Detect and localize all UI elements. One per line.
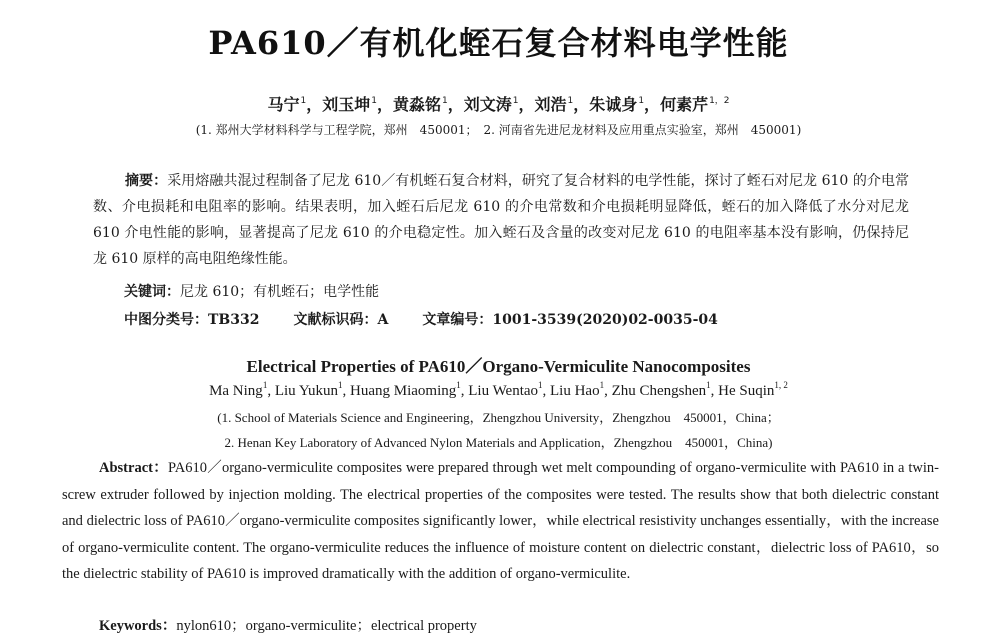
author-affiliation-mark: 1 xyxy=(300,96,307,106)
author-separator: ， xyxy=(447,95,464,114)
document-code-label: 文献标识码： xyxy=(293,312,378,328)
english-abstract-label: Abstract： xyxy=(99,460,168,476)
chinese-keywords-text: 尼龙 610；有机蛭石；电学性能 xyxy=(180,284,380,300)
author-affiliation-mark: 1 xyxy=(442,96,448,106)
author-affiliation-mark: 1，2 xyxy=(709,96,730,106)
author xyxy=(209,380,275,399)
english-affiliation-2: 2. Henan Key Laboratory of Advanced Nylon Materials and Application，Zhengzhou 450001，China) xyxy=(224,435,773,450)
english-keywords xyxy=(99,614,477,635)
author-affiliation-mark: 1 xyxy=(262,380,268,390)
author xyxy=(611,380,719,399)
author-separator: , xyxy=(542,383,551,399)
author-affiliation-mark: 1 xyxy=(706,380,711,390)
author-name: He Suqin xyxy=(718,383,775,399)
author-name: 刘浩 xyxy=(534,95,567,114)
author-separator: ， xyxy=(376,95,393,114)
english-author-list xyxy=(0,380,997,400)
author-affiliation-mark: 1 xyxy=(456,380,461,390)
chinese-affiliation: (1. 郑州大学材料科学与工程学院，郑州 450001； 2. 河南省先进尼龙材料及应用重点实验室，郑州 450001) xyxy=(195,123,802,137)
author-name: Huang Miaoming xyxy=(350,383,457,399)
author-affiliation-mark: 1, 2 xyxy=(774,380,788,390)
document-code-value: A xyxy=(377,312,389,328)
author-affiliation-mark: 1 xyxy=(638,96,645,106)
author-name: 马宁 xyxy=(267,95,300,114)
chinese-abstract-text: 采用熔融共混过程制备了尼龙 610／有机蛭石复合材料，研究了复合材料的电学性能，探讨了蛭石对尼龙 610 的介电常数、介电损耗和电阻率的影响。结果表明，加入蛭石后尼龙 610 的介电常数和介电损耗明显降低，蛭石的加入降低了水分对尼龙 610 介电性能的影响，显著提高了尼龙 610 的介电稳定性。加入蛭石及含量的改变对尼龙 610 的电阻率基本没有影响，仍保持尼龙 610 原样的高电阻绝缘性能。 xyxy=(93,173,910,267)
author xyxy=(660,95,729,114)
author xyxy=(589,95,660,114)
author-affiliation-mark: 1 xyxy=(538,380,543,390)
author-separator: ， xyxy=(644,95,661,114)
author xyxy=(718,380,788,399)
classification-line xyxy=(124,309,718,329)
author-name: Liu Wentao xyxy=(468,383,539,399)
english-keywords-label: Keywords： xyxy=(99,618,177,634)
author xyxy=(322,95,393,114)
author-affiliation-mark: 1 xyxy=(371,96,377,106)
author-separator: , xyxy=(710,383,719,399)
english-keywords-text: nylon610；organo-vermiculite；electrical property xyxy=(176,618,477,634)
author-name: 朱诚身 xyxy=(589,95,638,114)
author xyxy=(468,380,551,399)
author-separator: , xyxy=(342,383,351,399)
author xyxy=(267,95,322,114)
author-separator: , xyxy=(267,383,275,399)
author-separator: ， xyxy=(573,95,590,114)
author xyxy=(274,380,351,399)
english-abstract xyxy=(62,455,939,588)
chinese-abstract xyxy=(93,168,909,272)
author xyxy=(535,95,590,114)
author-separator: ， xyxy=(518,95,535,114)
author-affiliation-mark: 1 xyxy=(338,380,343,390)
chinese-abstract-label: 摘要： xyxy=(125,173,168,189)
author-separator: , xyxy=(604,383,612,399)
author-separator: ， xyxy=(306,95,323,114)
author xyxy=(393,95,464,114)
article-number-value: 1001-3539(2020)02-0035-04 xyxy=(492,312,718,328)
author-name: Zhu Chengshen xyxy=(611,383,707,399)
author xyxy=(550,380,612,399)
english-abstract-text: PA610／organo-vermiculite composites were prepared through wet melt compounding of organo-vermiculite with PA610 in a twin-screw extruder followed by injection molding. The electrical properties of the composites were tested. The results show that both dielectric constant and dielectric loss of PA610／organo-vermiculite composites significantly lower，while electrical resistivity unchanges essentially，with the increase of organo-vermiculite content. The organo-vermiculite reduces the influence of moisture content on dielectric constant，dielectric loss of PA610，so the dielectric stability of PA610 is improved dramatically with the addition of organo-vermiculite. xyxy=(62,460,939,582)
author-name: 何素芹 xyxy=(660,95,709,114)
english-affiliation-1: (1. School of Materials Science and Engineering，Zhengzhou University，Zhengzhou 450001，China； xyxy=(217,410,780,425)
author-name: Ma Ning xyxy=(209,383,263,399)
author-name: Liu Yukun xyxy=(274,383,339,399)
author-name: Liu Hao xyxy=(550,383,600,399)
author xyxy=(350,380,469,399)
author-name: 刘文涛 xyxy=(463,95,512,114)
chinese-keywords xyxy=(124,281,379,301)
author-name: 刘玉坤 xyxy=(322,95,371,114)
author-separator: , xyxy=(460,383,469,399)
article-number-label: 文章编号： xyxy=(422,312,493,328)
chinese-title: PA610／有机化蛭石复合材料电学性能 xyxy=(208,24,789,62)
class-number-label: 中图分类号： xyxy=(124,312,208,328)
class-number-value: TB332 xyxy=(208,312,260,328)
chinese-author-list xyxy=(0,92,997,115)
english-title: Electrical Properties of PA610／Organo-Vermiculite Nanocomposites xyxy=(246,357,751,376)
author xyxy=(464,95,535,114)
author-affiliation-mark: 1 xyxy=(599,380,605,390)
author-affiliation-mark: 1 xyxy=(567,96,574,106)
author-name: 黄淼铭 xyxy=(393,95,442,114)
chinese-keywords-label: 关键词： xyxy=(124,284,180,300)
author-affiliation-mark: 1 xyxy=(512,96,519,106)
